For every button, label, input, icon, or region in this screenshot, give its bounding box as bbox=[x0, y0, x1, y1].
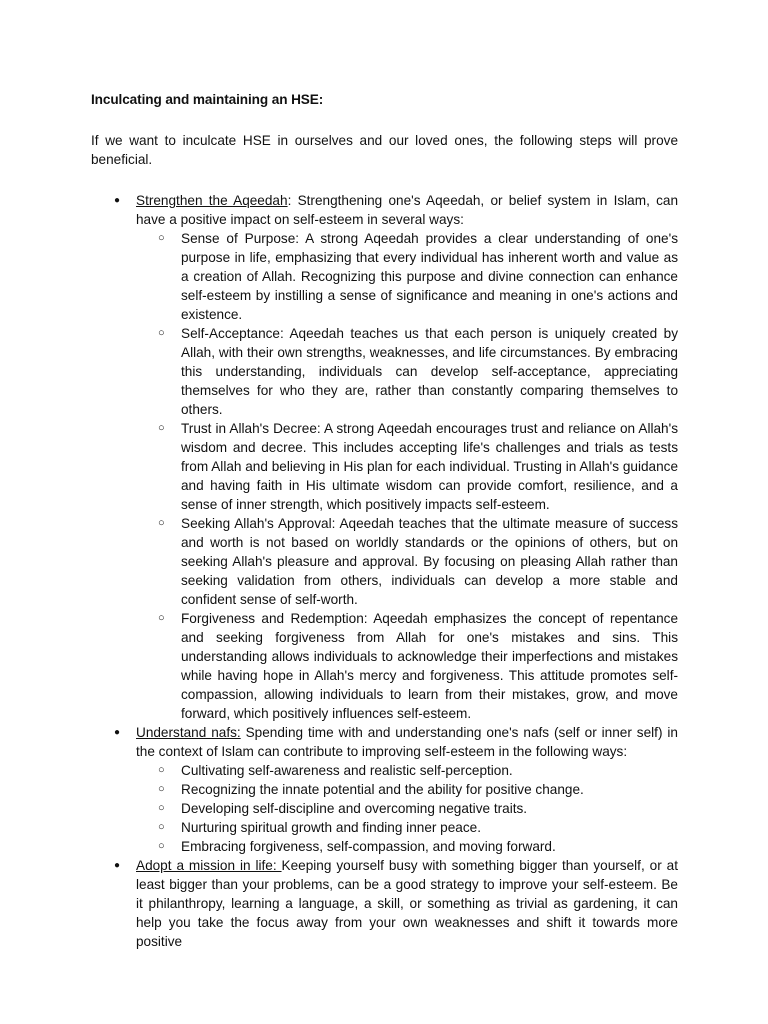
sub-list-item bbox=[158, 514, 678, 609]
circle-bullet-icon: ○ bbox=[158, 327, 165, 339]
sub-item-text: Cultivating self-awareness and realistic self-perception. bbox=[181, 763, 513, 778]
circle-bullet-icon: ○ bbox=[158, 764, 165, 776]
circle-bullet-icon: ○ bbox=[158, 840, 165, 852]
sub-item-text: Nurturing spiritual growth and finding inner peace. bbox=[181, 820, 481, 835]
item-title: Adopt a mission in life: bbox=[136, 858, 282, 873]
sub-list-item bbox=[158, 837, 678, 856]
sub-item-text: Self-Acceptance: Aqeedah teaches us that each person is uniquely created by Allah, with their own strengths, weaknesses, and life circumstances. By embracing this understanding, individuals can develop self-acceptance, appreciating themselves for who they are, rather than constantly comparing themselves to others. bbox=[181, 326, 678, 417]
bullet-icon: ● bbox=[114, 727, 121, 738]
sub-list-item bbox=[158, 780, 678, 799]
sub-list-aqeedah bbox=[136, 229, 678, 723]
circle-bullet-icon: ○ bbox=[158, 422, 165, 434]
document-body bbox=[91, 90, 678, 951]
circle-bullet-icon: ○ bbox=[158, 783, 165, 795]
circle-bullet-icon: ○ bbox=[158, 802, 165, 814]
sub-list-item bbox=[158, 799, 678, 818]
circle-bullet-icon: ○ bbox=[158, 612, 165, 624]
sub-list-item bbox=[158, 229, 678, 324]
list-item-nafs bbox=[114, 723, 678, 856]
bullet-icon: ● bbox=[114, 860, 121, 871]
section-heading: Inculcating and maintaining an HSE: bbox=[91, 92, 324, 107]
sub-item-text: Sense of Purpose: A strong Aqeedah provides a clear understanding of one's purpose in life, emphasizing that every individual has inherent worth and value as a creation of Allah. Recognizing this purpose and divine connection can enhance self-esteem by instilling a sense of significance and meaning in one's actions and existence. bbox=[181, 231, 678, 322]
sub-list-item bbox=[158, 419, 678, 514]
steps-list bbox=[91, 191, 678, 951]
circle-bullet-icon: ○ bbox=[158, 232, 165, 244]
sub-list-nafs bbox=[136, 761, 678, 856]
sub-item-text: Recognizing the innate potential and the ability for positive change. bbox=[181, 782, 584, 797]
item-text: : Strengthening one's Aqeedah, or belief system in Islam, can have a positive impact on self-esteem in several ways: bbox=[136, 193, 678, 227]
bullet-icon: ● bbox=[114, 195, 121, 206]
sub-item-text: Embracing forgiveness, self-compassion, and moving forward. bbox=[181, 839, 556, 854]
circle-bullet-icon: ○ bbox=[158, 517, 165, 529]
sub-item-text: Developing self-discipline and overcoming negative traits. bbox=[181, 801, 528, 816]
item-text: Keeping yourself busy with something bigger than yourself, or at least bigger than your problems, can be a good strategy to improve your self-esteem. Be it philanthropy, learning a language, a skill, or something as trivial as gardening, it can help you take the focus away from your own weaknesses and shift it towards more positive bbox=[136, 858, 678, 949]
circle-bullet-icon: ○ bbox=[158, 821, 165, 833]
sub-list-item bbox=[158, 324, 678, 419]
item-text: Spending time with and understanding one's nafs (self or inner self) in the context of Islam can contribute to improving self-esteem in the following ways: bbox=[136, 725, 678, 759]
sub-item-text: Forgiveness and Redemption: Aqeedah emphasizes the concept of repentance and seeking forgiveness from Allah for one's mistakes and sins. This understanding allows individuals to acknowledge their imperfections and mistakes while having hope in Allah's mercy and forgiveness. This attitude promotes self-compassion, allowing individuals to learn from their mistakes, grow, and move forward, which positively influences self-esteem. bbox=[181, 611, 678, 721]
intro-paragraph: If we want to inculcate HSE in ourselves and our loved ones, the following steps will prove beneficial. bbox=[91, 133, 678, 167]
item-title: Strengthen the Aqeedah bbox=[136, 193, 288, 208]
sub-list-item bbox=[158, 761, 678, 780]
sub-item-text: Trust in Allah's Decree: A strong Aqeedah encourages trust and reliance on Allah's wisdom and decree. This includes accepting life's challenges and trials as tests from Allah and believing in His plan for each individual. Trusting in Allah's guidance and having faith in His ultimate wisdom can provide comfort, resilience, and a sense of inner strength, which positively impacts self-esteem. bbox=[181, 421, 678, 512]
sub-list-item bbox=[158, 609, 678, 723]
item-title: Understand nafs: bbox=[136, 725, 241, 740]
list-item-mission bbox=[114, 856, 678, 951]
sub-item-text: Seeking Allah's Approval: Aqeedah teaches that the ultimate measure of success and worth is not based on worldly standards or the opinions of others, but on seeking Allah's pleasure and approval. By focusing on pleasing Allah rather than seeking validation from others, individuals can develop a more stable and confident sense of self-worth. bbox=[181, 516, 678, 607]
sub-list-item bbox=[158, 818, 678, 837]
list-item-aqeedah bbox=[114, 191, 678, 723]
